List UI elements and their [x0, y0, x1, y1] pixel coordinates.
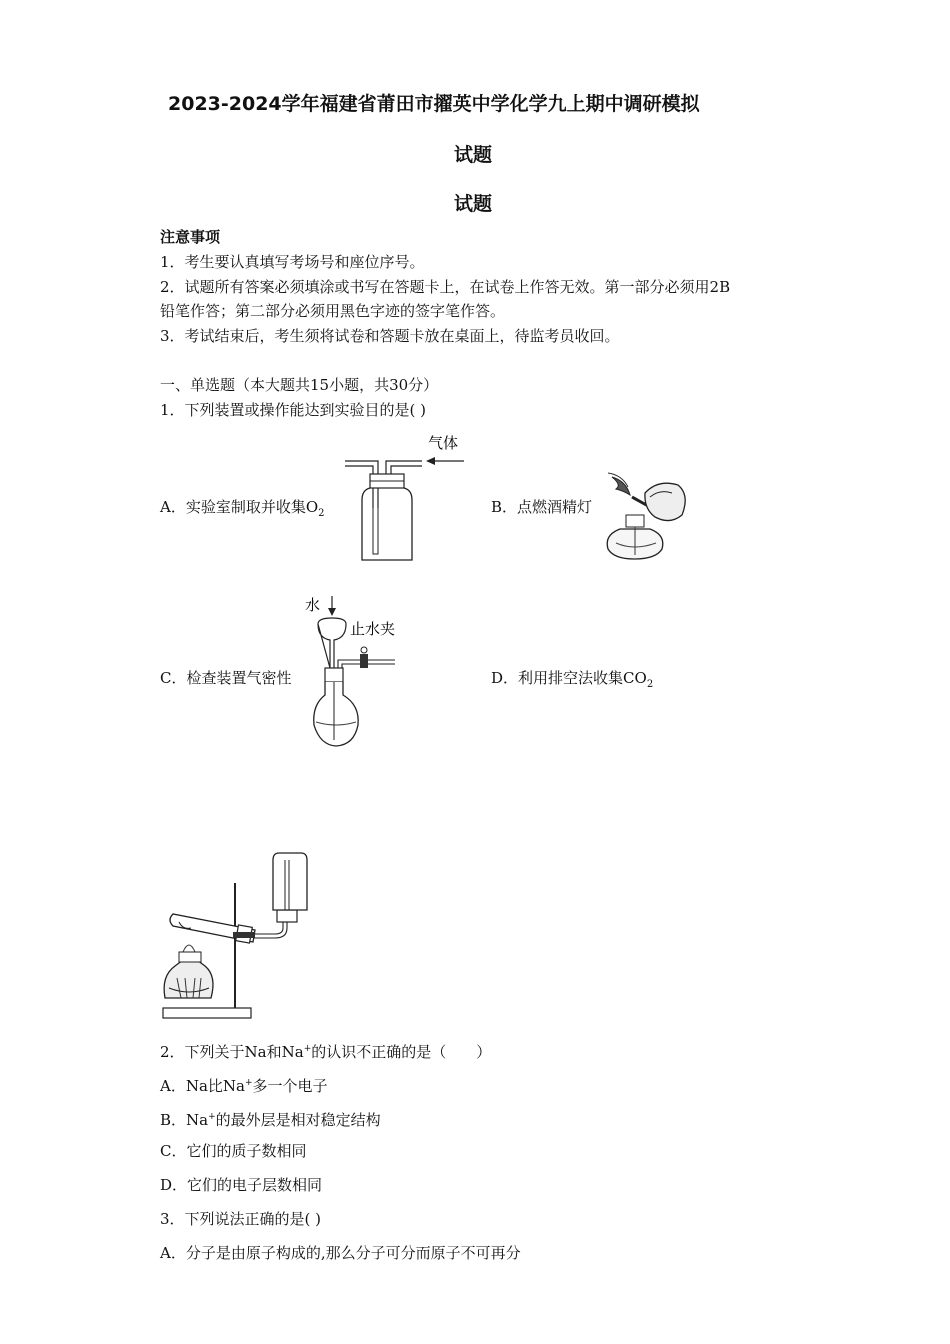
notice-heading: 注意事项	[160, 228, 221, 246]
notice-item-2: 2．试题所有答案必须填涂或书写在答题卡上，在试卷上作答无效。第一部分必须用2B	[160, 278, 731, 296]
q1-option-b: B．点燃酒精灯	[491, 498, 593, 516]
q1-option-d: D．利用排空法收集$CO_2$	[491, 669, 654, 690]
q2-option-b: B．Na+的最外层是相对稳定结构	[160, 1111, 381, 1129]
q2-option-a: A．Na比Na+多一个电子	[160, 1077, 328, 1095]
q1-option-a: A．实验室制取并收集$O_2$	[160, 498, 325, 519]
figure-a-gas-bottle	[340, 428, 470, 563]
q1-option-c: C．检查装置气密性	[160, 669, 292, 687]
page-subtitle: 试题	[454, 193, 493, 215]
figure-c-airtightness	[300, 590, 410, 755]
page-title: 2023-2024学年福建省莆田市擢英中学化学九上期中调研模拟	[168, 93, 700, 115]
q2-option-d: D．它们的电子层数相同	[160, 1176, 323, 1194]
figure-d-co2-collection	[155, 848, 315, 1023]
section-heading: 一、单选题（本大题共15小题，共30分）	[160, 376, 439, 394]
question-3-stem: 3．下列说法正确的是( )	[160, 1210, 322, 1228]
notice-item-3: 3．考试结束后，考生须将试卷和答题卡放在桌面上，待监考员收回。	[160, 327, 620, 345]
q2-option-c: C．它们的质子数相同	[160, 1142, 307, 1160]
figure-c-water-label: 水	[305, 596, 321, 614]
notice-item-1: 1．考生要认真填写考场号和座位序号。	[160, 253, 425, 271]
figure-c-clamp-label: 止水夹	[350, 620, 396, 638]
figure-b-alcohol-lamp	[600, 465, 700, 565]
notice-item-2-cont: 铅笔作答；第二部分必须用黑色字迹的签字笔作答。	[160, 302, 506, 320]
question-1-stem: 1．下列装置或操作能达到实验目的是( )	[160, 401, 427, 419]
q3-option-a: A．分子是由原子构成的,那么分子可分而原子不可再分	[160, 1244, 521, 1262]
figure-a-label: 气体	[428, 434, 459, 452]
question-2-stem: 2．下列关于Na和Na+的认识不正确的是（ ）	[160, 1043, 492, 1061]
page-title-line2: 试题	[454, 144, 493, 166]
